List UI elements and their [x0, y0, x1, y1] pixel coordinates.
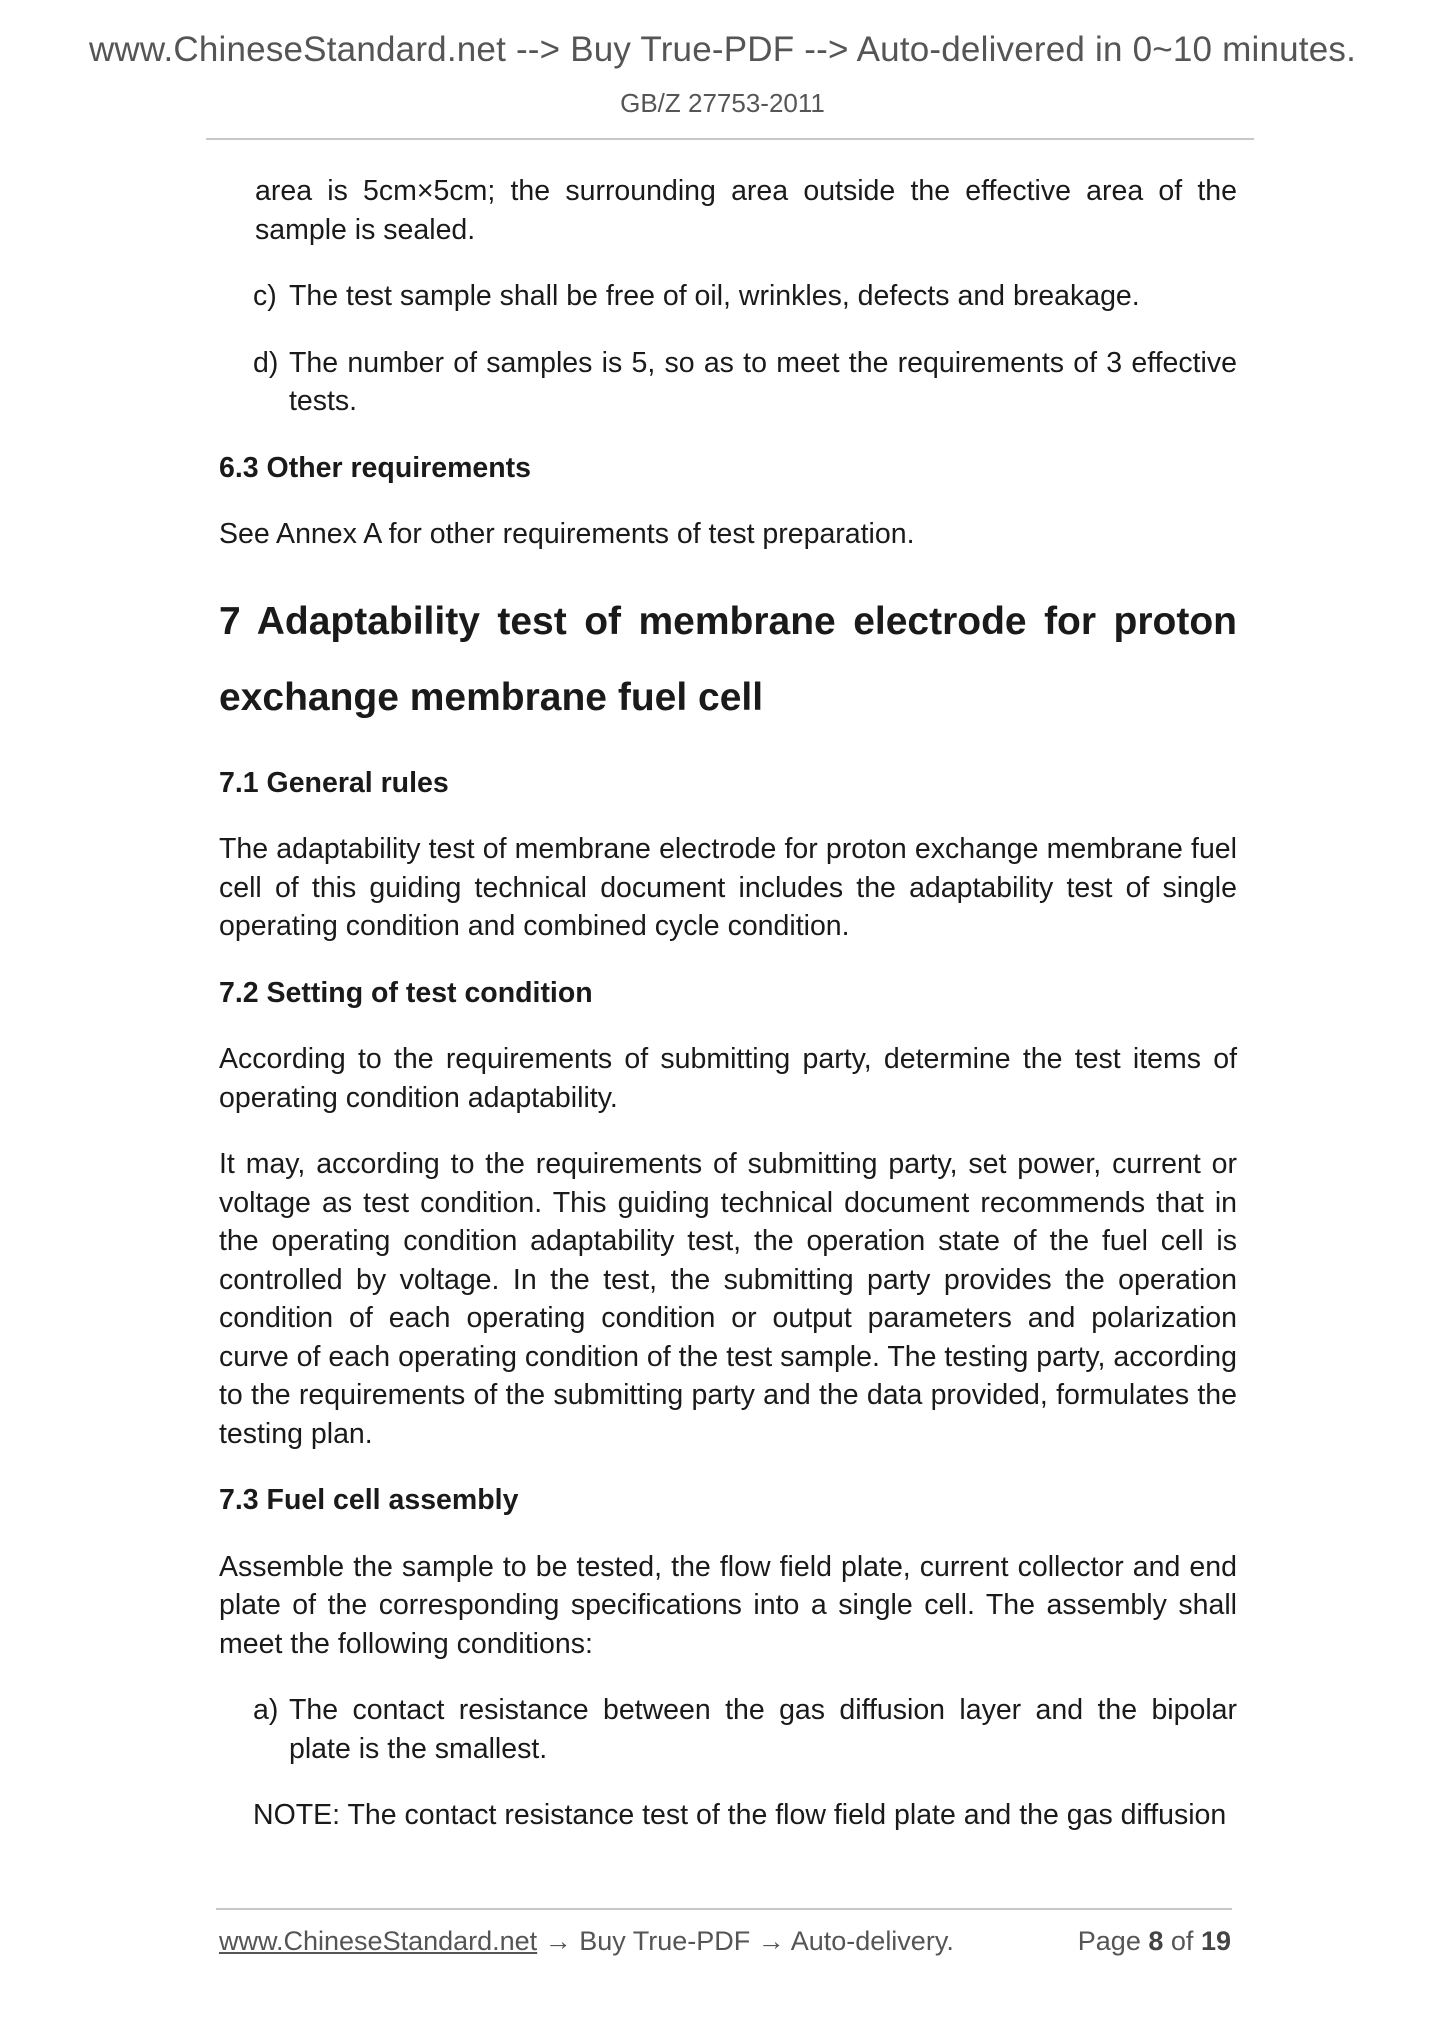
list-item-a-text: The contact resistance between the gas diffusion layer and the bipolar plate is the smallest.	[289, 1694, 1237, 1765]
item-b-continuation: area is 5cm×5cm; the surrounding area outside the effective area of the sample is sealed.	[255, 175, 1237, 246]
list-item-a	[219, 1691, 1237, 1768]
chapter-7-heading: 7 Adaptability test of membrane electrode for proton exchange membrane fuel cell	[219, 599, 1237, 719]
site-banner: www.ChineseStandard.net --> Buy True-PDF --> Auto-delivered in 0~10 minutes.	[88, 30, 1357, 69]
page-number: 8	[1148, 1926, 1164, 1956]
list-item-c-label: c)	[253, 280, 277, 312]
list-item-d-text: The number of samples is 5, so as to meet the requirements of 3 effective tests.	[289, 346, 1237, 417]
section-7-3-heading: 7.3 Fuel cell assembly	[219, 1484, 519, 1516]
section-6-3-text: See Annex A for other requirements of test preparation.	[219, 518, 915, 550]
of-word: of	[1170, 1926, 1194, 1956]
footer-promo	[219, 1926, 954, 1957]
list-item-d-label: d)	[253, 346, 279, 379]
section-7-2-paragraph-1: According to the requirements of submitting party, determine the test items of operating condition adaptability.	[219, 1043, 1237, 1114]
page-total: 19	[1200, 1926, 1231, 1956]
page-content	[219, 172, 1237, 1835]
section-7-1-heading: 7.1 General rules	[219, 766, 449, 799]
section-7-1-text: The adaptability test of membrane electrode for proton exchange membrane fuel cell of this guiding technical document includes the adaptability test of single operating condition and combined cycle condition.	[219, 833, 1237, 942]
page-indicator	[1078, 1926, 1231, 1957]
section-7-3-text: Assemble the sample to be tested, the flow field plate, current collector and end plate of the corresponding specifications into a single cell. The assembly shall meet the following conditions:	[219, 1550, 1237, 1660]
document-id: GB/Z 27753-2011	[620, 88, 825, 118]
list-item-c	[219, 277, 1237, 316]
list-item-d	[219, 344, 1237, 421]
footer-promo-text: → Buy True-PDF → Auto-delivery.	[537, 1926, 954, 1956]
list-item-a-label: a)	[253, 1694, 279, 1726]
note-text: NOTE: The contact resistance test of the flow field plate and the gas diffusion	[253, 1799, 1227, 1831]
list-item-c-text: The test sample shall be free of oil, wrinkles, defects and breakage.	[289, 280, 1140, 312]
page-footer	[219, 1926, 1231, 1957]
page-word: Page	[1077, 1926, 1141, 1956]
header-divider	[206, 138, 1254, 140]
section-6-3-heading: 6.3 Other requirements	[219, 451, 532, 484]
footer-site-link[interactable]: www.ChineseStandard.net	[219, 1926, 538, 1956]
section-7-2-heading: 7.2 Setting of test condition	[219, 976, 593, 1009]
section-7-2-paragraph-2: It may, according to the requirements of submitting party, set power, current or voltage as test condition. This guiding technical document recommends that in the operating condition adaptability test, the operation state of the fuel cell is controlled by voltage. In the test, the submitting party provides the operation condition of each operating condition or output parameters and polarization curve of each operating condition of the test sample. The testing party, according to the requirements of the submitting party and the data provided, formulates the testing plan.	[219, 1148, 1237, 1450]
footer-divider	[216, 1908, 1232, 1910]
